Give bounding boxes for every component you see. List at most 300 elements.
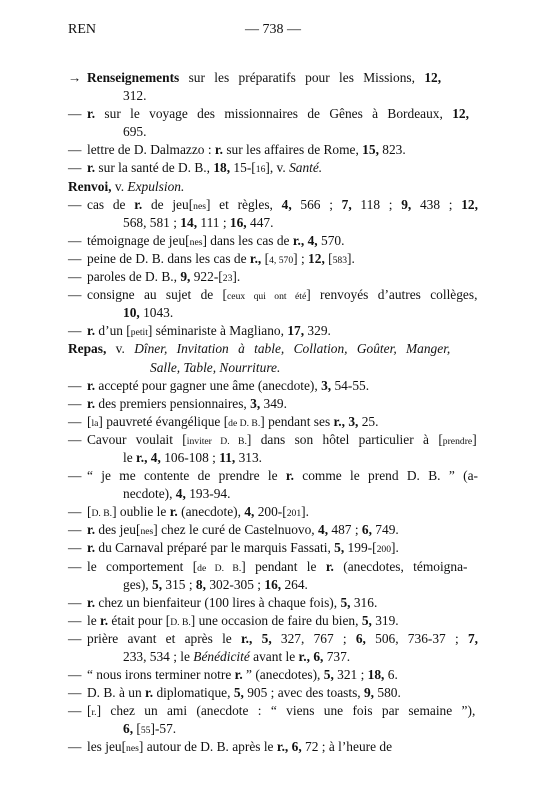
text-segment: (anecdote), <box>177 504 245 520</box>
bold-segment: 18, <box>213 160 231 176</box>
index-line <box>68 69 488 87</box>
bold-segment: r. <box>87 395 96 411</box>
entry-text <box>123 449 262 467</box>
entry-text <box>87 594 377 612</box>
text-segment: 566 ; <box>291 196 342 212</box>
bold-segment: 3, <box>348 413 359 429</box>
small-caps-segment: D. B. <box>170 616 191 628</box>
bold-segment: r., <box>276 739 289 755</box>
small-caps-segment: prendre <box>442 435 473 447</box>
entry-text <box>150 359 280 377</box>
index-line <box>68 702 488 720</box>
text-segment: 580. <box>374 685 401 701</box>
bold-segment: 6, <box>355 630 366 646</box>
index-line <box>68 558 488 576</box>
text-segment: avant le <box>249 649 299 664</box>
entry-dash: — <box>68 250 82 266</box>
index-line <box>68 684 488 702</box>
index-line <box>68 196 488 214</box>
small-caps-segment: 16 <box>255 164 266 176</box>
text-segment: ” (anecdotes), <box>242 667 324 683</box>
bold-segment: r., <box>298 649 310 664</box>
bold-segment: 3, <box>250 395 261 411</box>
index-line <box>68 431 488 449</box>
entry-text <box>87 159 322 179</box>
text-segment: ] chez le curé de Castelnuovo, <box>153 522 318 538</box>
small-caps-segment: 23 <box>222 273 233 285</box>
bold-segment: r. <box>87 377 96 393</box>
entry-dash: — <box>68 377 82 393</box>
text-segment: ] et règles, <box>206 196 282 212</box>
running-head: REN <box>68 22 96 37</box>
text-segment: 25. <box>358 413 379 429</box>
text-segment: 15-[ <box>230 160 256 176</box>
text-segment: ]. <box>232 269 241 285</box>
text-segment: 316. <box>350 594 378 610</box>
bold-segment: 5, <box>233 685 244 701</box>
bold-segment: 7, <box>467 630 478 646</box>
entry-text <box>123 720 176 740</box>
text-segment: ] ; <box>293 250 309 266</box>
entry-dash: — <box>68 431 82 447</box>
text-segment: 319. <box>371 612 399 628</box>
text-segment: ]. <box>391 540 399 556</box>
entry-text <box>87 666 398 684</box>
index-line <box>68 539 488 557</box>
bold-segment: r. <box>87 522 96 538</box>
bold-segment: 4, <box>307 232 318 248</box>
bold-segment: 12, <box>308 250 325 266</box>
text-segment: 905 ; avec des toasts, <box>243 685 364 701</box>
italic-segment: Salle, Table, Nourriture. <box>150 359 281 375</box>
text-segment: 349. <box>260 395 287 411</box>
entry-dash: — <box>68 269 82 285</box>
bold-segment: 4, <box>175 486 186 502</box>
text-segment: 447. <box>246 214 274 230</box>
text-segment: ] chez un ami (anecdote : “ viens une fois par semaine ”), <box>96 703 476 719</box>
bold-segment: 18, <box>367 667 385 683</box>
text-segment: chez un bienfaiteur (100 lires à chaque fois), <box>95 594 341 610</box>
text-segment: 312. <box>123 88 147 104</box>
bold-segment: r., <box>333 413 345 429</box>
entry-text <box>68 178 184 196</box>
small-caps-segment: petit <box>130 327 148 339</box>
entry-text <box>87 413 378 433</box>
bold-segment: r. <box>87 106 96 122</box>
bold-segment: r., <box>136 449 148 465</box>
entry-text <box>87 286 477 306</box>
text-segment: 568, 581 ; <box>123 214 181 230</box>
index-line <box>68 720 488 738</box>
entry-text <box>87 377 369 395</box>
text-segment: témoignage de jeu[ <box>87 232 190 248</box>
text-segment: ] renvoyés d’autres collèges, <box>306 287 478 303</box>
bold-segment: 16, <box>229 214 247 230</box>
bold-segment: 5, <box>340 594 351 610</box>
bold-segment: r. <box>87 323 96 339</box>
bold-segment: r., <box>240 630 253 646</box>
text-segment: 329. <box>304 323 331 339</box>
entry-dash: — <box>68 522 82 538</box>
bold-segment: 17, <box>287 323 305 339</box>
index-line <box>68 250 488 268</box>
text-segment: [ <box>261 250 270 266</box>
bold-segment: r., <box>292 232 305 248</box>
bold-segment: 9, <box>401 196 412 212</box>
bold-segment: r. <box>214 142 223 158</box>
text-segment: lettre de D. Dalmazzo : <box>87 142 215 158</box>
small-caps-segment: de D. B. <box>197 562 242 574</box>
bold-segment: r. <box>325 558 334 574</box>
page-header <box>68 22 478 42</box>
index-line <box>68 286 488 304</box>
text-segment: accepté pour gagner une âme (anecdote), <box>95 377 322 393</box>
entry-text <box>123 648 350 666</box>
text-segment: 193-94. <box>185 486 231 502</box>
entry-dash: — <box>68 703 82 719</box>
index-line <box>68 449 488 467</box>
bold-segment: 4, <box>150 449 161 465</box>
text-segment: 6. <box>384 667 398 683</box>
text-segment: 106-108 ; <box>160 449 220 465</box>
entry-text <box>87 738 392 758</box>
page-number: — 738 — <box>245 22 301 37</box>
index-line <box>68 666 488 684</box>
entry-text <box>123 304 173 322</box>
text-segment: les jeu[ <box>87 739 127 755</box>
index-line <box>68 304 488 322</box>
small-caps-segment: 200 <box>376 544 391 556</box>
text-segment: 315 ; <box>162 576 196 592</box>
text-segment: 313. <box>235 449 263 465</box>
entry-text <box>87 69 441 87</box>
entry-text <box>87 684 401 702</box>
bold-segment: 16, <box>264 576 282 592</box>
small-caps-segment: 55 <box>140 725 151 737</box>
index-line <box>68 377 488 395</box>
text-segment: 695. <box>123 124 147 140</box>
index-line <box>68 738 488 756</box>
text-segment: peine de D. B. dans les cas de <box>87 250 250 266</box>
text-segment: ] pauvreté évangélique [ <box>98 413 229 429</box>
bold-segment: 3, <box>321 377 332 393</box>
arrow-marker: → <box>68 70 82 85</box>
entry-text <box>87 558 467 578</box>
text-segment: le comportement [ <box>87 558 198 574</box>
text-segment: ]. <box>347 250 355 266</box>
entry-text <box>123 576 308 594</box>
small-caps-segment: 4, 570 <box>269 254 294 266</box>
entry-text <box>87 268 240 288</box>
text-segment: (anecdotes, témoigna- <box>333 558 468 574</box>
entry-dash: — <box>68 196 82 212</box>
text-segment: 118 ; <box>351 196 402 212</box>
index-line <box>68 395 488 413</box>
entry-text <box>123 485 230 503</box>
text-segment: ]-57. <box>150 721 177 737</box>
small-caps-segment: r. <box>91 707 97 719</box>
bold-segment: r. <box>234 667 243 683</box>
index-line <box>68 485 488 503</box>
text-segment: ges), <box>123 576 153 592</box>
entry-text <box>87 539 399 559</box>
text-segment: ] <box>472 431 477 447</box>
bold-segment: 6, <box>361 522 372 538</box>
text-segment: [ <box>133 721 141 737</box>
text-segment: sur les affaires de Rome, <box>222 142 363 158</box>
entry-text <box>87 702 475 722</box>
entry-text <box>87 322 331 342</box>
text-segment: 264. <box>281 576 308 592</box>
entry-text <box>87 250 355 270</box>
index-line <box>68 232 488 250</box>
bold-segment: r. <box>87 540 96 556</box>
entry-dash: — <box>68 287 82 303</box>
bold-segment: 5, <box>334 540 345 556</box>
small-caps-segment: la <box>91 417 99 429</box>
small-caps-segment: nes <box>189 236 203 248</box>
entry-dash: — <box>68 739 82 755</box>
text-segment: paroles de D. B., <box>87 269 181 285</box>
entry-dash: — <box>68 558 82 574</box>
text-segment: 487 ; <box>328 522 362 538</box>
bold-segment: 6, <box>291 739 302 755</box>
bold-segment: 12, <box>452 106 469 122</box>
index-line <box>68 521 488 539</box>
index-line <box>68 467 488 485</box>
index-line <box>68 340 488 358</box>
entry-text <box>87 196 478 216</box>
entry-dash: — <box>68 160 82 176</box>
text-segment: Cavour voulait [ <box>87 431 187 447</box>
text-segment: le <box>87 612 101 628</box>
text-segment: 570. <box>317 232 345 248</box>
italic-segment: Dîner, Invitation à table, Collation, Goûter, Manger, <box>134 341 451 357</box>
entry-dash: — <box>68 685 82 701</box>
text-segment: ] pendant le <box>241 558 326 574</box>
entry-text <box>87 521 399 541</box>
text-segment: ] dans les cas de <box>202 232 293 248</box>
entry-dash: — <box>68 468 82 484</box>
text-segment: 321 ; <box>333 667 368 683</box>
small-caps-segment: nes <box>140 526 154 538</box>
text-segment: de jeu[ <box>142 196 194 212</box>
text-segment: ] une occasion de faire du bien, <box>190 612 362 628</box>
bold-segment: Renvoi, <box>68 178 112 194</box>
bold-segment: r., <box>249 250 262 266</box>
bold-segment: r. <box>145 685 154 701</box>
bold-segment: 4, <box>244 504 255 520</box>
text-segment: 302-305 ; <box>205 576 265 592</box>
text-segment: des jeu[ <box>95 522 141 538</box>
text-segment: 327, 767 ; <box>271 630 356 646</box>
bold-segment: Repas, <box>68 341 107 357</box>
text-segment: 233, 534 ; le <box>123 649 194 664</box>
index-line <box>68 594 488 612</box>
bold-segment: 4, <box>318 522 329 538</box>
bold-segment: r. <box>134 196 143 212</box>
text-segment: d’un [ <box>95 323 131 339</box>
index-line <box>68 268 488 286</box>
entry-text <box>87 141 406 159</box>
text-segment: “ nous irons terminer notre <box>87 667 235 683</box>
small-caps-segment: nes <box>193 200 206 212</box>
text-segment: 111 ; <box>197 214 230 230</box>
bold-segment: 12, <box>424 70 442 85</box>
text-segment: sur la santé de D. B., <box>95 160 214 176</box>
bold-segment: 9, <box>363 685 375 701</box>
text-segment: des premiers pensionnaires, <box>95 395 251 411</box>
italic-segment: Santé. <box>289 160 323 176</box>
entry-text <box>123 87 146 105</box>
index-line <box>68 105 488 123</box>
entry-text <box>87 395 287 413</box>
index-line <box>68 322 488 340</box>
text-segment: prière avant et après le <box>87 630 241 646</box>
text-segment: ]. <box>301 504 309 520</box>
bold-segment: 6, <box>123 721 134 737</box>
entry-text <box>68 340 450 358</box>
bold-segment: r. <box>285 468 294 484</box>
text-segment: 438 ; <box>411 196 462 212</box>
index-line <box>68 576 488 594</box>
bold-segment: 12, <box>461 196 478 212</box>
small-caps-segment: 201 <box>286 508 302 520</box>
small-caps-segment: inviter D. B. <box>186 435 247 447</box>
entry-dash: — <box>68 540 82 556</box>
bold-segment: r. <box>87 594 96 610</box>
italic-segment: Expulsion. <box>127 178 185 194</box>
bold-segment: r. <box>87 160 96 176</box>
bold-segment: 5, <box>152 576 163 592</box>
text-segment: ] pendant ses <box>260 413 334 429</box>
index-line <box>68 612 488 630</box>
text-segment: 54-55. <box>331 377 370 393</box>
text-segment: v. <box>111 178 128 194</box>
text-segment: necdote), <box>123 486 176 502</box>
text-segment: 737. <box>323 649 351 664</box>
entry-text <box>123 123 146 141</box>
entry-text <box>87 467 478 485</box>
bold-segment: 14, <box>180 214 198 230</box>
text-segment: [ <box>87 504 92 520</box>
text-segment: 823. <box>378 142 406 158</box>
text-segment: D. B. à un <box>87 685 146 701</box>
entry-text <box>87 612 399 632</box>
text-segment: ] autour de D. B. après le <box>138 739 277 755</box>
text-segment: comme le prend D. B. ” (a- <box>293 468 478 484</box>
index-entries <box>68 69 488 757</box>
text-segment: ], v. <box>265 160 290 176</box>
entry-text <box>87 232 344 252</box>
entry-dash: — <box>68 504 82 520</box>
bold-segment: 5, <box>261 630 272 646</box>
text-segment <box>252 631 261 646</box>
text-segment: le <box>123 449 137 465</box>
index-line <box>68 214 488 232</box>
entry-dash: — <box>68 106 82 122</box>
small-caps-segment: 583 <box>332 254 348 266</box>
entry-dash: — <box>68 612 82 628</box>
index-line <box>68 630 488 648</box>
index-line <box>68 359 488 377</box>
index-line <box>68 141 488 159</box>
entry-text <box>87 503 309 523</box>
text-segment: 922-[ <box>190 269 223 285</box>
entry-dash: — <box>68 395 82 411</box>
small-caps-segment: ceux qui ont été <box>227 291 307 303</box>
text-segment: diplomatique, <box>153 685 234 701</box>
index-line <box>68 87 488 105</box>
text-segment: ] dans son hôtel particulier à [ <box>246 431 443 447</box>
text-segment: du Carnaval préparé par le marquis Fassati, <box>95 540 335 556</box>
small-caps-segment: nes <box>126 743 139 755</box>
text-segment: 749. <box>371 522 399 538</box>
text-segment: cas de <box>87 196 135 212</box>
text-segment: 200-[ <box>254 504 287 520</box>
index-line <box>68 178 488 196</box>
text-segment: [ <box>87 703 92 719</box>
text-segment: 72 ; à l’heure de <box>301 739 393 755</box>
entry-text <box>123 214 273 232</box>
small-caps-segment: de D. B. <box>228 417 261 429</box>
text-segment: 199-[ <box>344 540 377 556</box>
text-segment: ] oublie le <box>112 504 170 520</box>
index-line <box>68 123 488 141</box>
index-line <box>68 413 488 431</box>
entry-text <box>87 630 478 648</box>
text-segment: “ je me contente de prendre le <box>87 468 286 484</box>
bold-segment: 4, <box>281 196 292 212</box>
text-segment: 506, 736-37 ; <box>365 630 468 646</box>
entry-dash: — <box>68 232 82 248</box>
bold-segment: Renseignements <box>87 70 180 85</box>
bold-segment: 9, <box>180 269 191 285</box>
text-segment: sur le voyage des missionnaires de Gênes à Bordeaux, <box>95 106 453 122</box>
bold-segment: 5, <box>361 612 372 628</box>
text-segment: [ <box>324 250 333 266</box>
text-segment: v. <box>106 341 135 357</box>
entry-dash: — <box>68 594 82 610</box>
text-segment: ] séminariste à Magliano, <box>147 323 288 339</box>
entry-dash: — <box>68 667 82 683</box>
index-line <box>68 159 488 177</box>
bold-segment: r. <box>169 504 178 520</box>
text-segment: consigne au sujet de [ <box>87 287 228 303</box>
bold-segment: 6, <box>313 649 324 664</box>
entry-text <box>87 431 477 451</box>
index-line <box>68 648 488 666</box>
entry-dash: — <box>68 413 82 429</box>
bold-segment: 15, <box>362 142 379 158</box>
text-segment: [ <box>87 413 92 429</box>
text-segment: était pour [ <box>108 612 171 628</box>
bold-segment: 11, <box>219 449 236 465</box>
entry-text <box>87 105 469 123</box>
text-segment: sur les préparatifs pour les Missions, <box>179 70 425 85</box>
text-segment: 1043. <box>139 305 174 321</box>
small-caps-segment: D. B. <box>91 508 113 520</box>
bold-segment: 8, <box>195 576 206 592</box>
bold-segment: 10, <box>123 305 140 321</box>
entry-dash: — <box>68 630 82 646</box>
entry-dash: — <box>68 142 82 158</box>
italic-segment: Bénédicité <box>193 649 250 664</box>
index-line <box>68 503 488 521</box>
bold-segment: 5, <box>323 667 334 683</box>
entry-dash: — <box>68 323 82 339</box>
bold-segment: 7, <box>341 196 352 212</box>
